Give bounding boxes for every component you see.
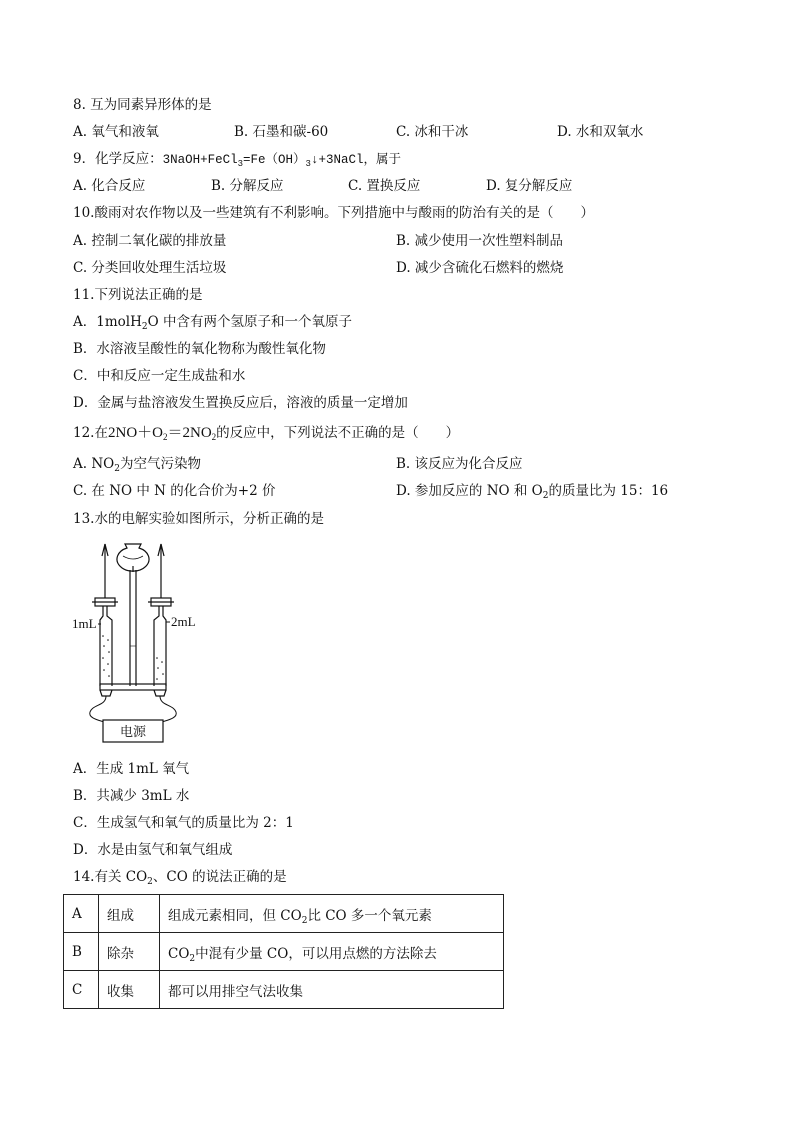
left-burette [92,544,118,686]
question-8-option-c: C. 冰和干冰 [396,124,469,140]
row-item: 组成 [99,895,160,933]
question-13-option-b: B．共减少 3mL 水 [73,788,190,804]
question-12-option-d: D. 参加反应的 NO 和 $O_2$的质量比为 15：16 [396,483,669,501]
question-13-option-a: A．生成 1mL 氧气 [73,761,190,777]
funnel-reservoir [117,544,149,572]
question-9-stem [73,150,401,169]
power-wires [90,696,177,722]
question-9-option-b: B. 分解反应 [211,178,284,194]
question-9-stem-prefix: 9．化学反应： [73,151,163,167]
bottom-connector [100,684,166,696]
question-10-option-d: D. 减少含硫化石燃料的燃烧 [396,260,564,276]
question-10-option-b: B. 减少使用一次性塑料制品 [396,233,564,249]
question-11-option-c: C．中和反应一定生成盐和水 [73,368,246,384]
question-9-equation: $3NaOH+FeCl_3=Fe(OH)_3↓+3NaCl$，属于 [162,153,401,169]
left-volume-label: 1mL [72,616,97,631]
question-12-equation: $2NO+O_2=2NO_2$ [107,425,217,442]
question-13-option-c: C．生成氢气和氧气的质量比为 2：1 [73,815,294,831]
question-13-stem: 13.水的电解实验如图所示，分析正确的是 [73,511,324,527]
row-statement: $CO_2$中混有少量 CO，可以用点燃的方法除去 [160,933,504,971]
question-12-stem: 12.在$2NO+O_2=2NO_2$的反应中，下列说法不正确的是（ ） [73,425,460,442]
question-14-table [63,894,504,1009]
table-row [64,933,504,971]
electrolysis-apparatus-figure [68,536,218,746]
row-letter: B [64,933,99,971]
row-statement: 组成元素相同，但 $CO_2$比 CO 多一个氧元素 [160,895,504,933]
question-8-stem: 8. 互为同素异形体的是 [73,97,212,113]
question-11-option-d: D．金属与盐溶液发生置换反应后，溶液的质量一定增加 [73,395,408,411]
question-12-option-c: C. 在 NO 中 N 的化合价为+2 价 [73,483,276,499]
question-11-option-a: A．1molH$_2$O 中含有两个氢原子和一个氧原子 [73,314,352,332]
question-9-option-c: C. 置换反应 [348,178,421,194]
row-item: 收集 [99,971,160,1009]
question-13-option-d: D．水是由氢气和氧气组成 [73,842,233,858]
question-10-option-c: C. 分类回收处理生活垃圾 [73,260,227,276]
question-14-stem: 14.有关 $CO_2$、CO 的说法正确的是 [73,869,287,887]
row-letter: A [64,895,99,933]
question-8-option-a: A. 氧气和液氧 [73,124,159,140]
table-row [64,895,504,933]
table-row [64,971,504,1009]
question-12-option-a: A. $NO_2$为空气污染物 [73,456,201,474]
question-9-option-d: D. 复分解反应 [486,178,573,194]
question-8-option-b: B. 石墨和碳-60 [234,124,329,140]
question-10-option-a: A. 控制二氧化碳的排放量 [73,233,227,249]
question-11-option-b: B．水溶液呈酸性的氧化物称为酸性氧化物 [73,341,326,357]
question-10-stem: 10.酸雨对农作物以及一些建筑有不利影响。下列措施中与酸雨的防治有关的是（ ） [73,205,594,221]
question-9-option-a: A. 化合反应 [73,178,146,194]
central-tube [130,570,136,686]
row-item: 除杂 [99,933,160,971]
question-8-option-d: D. 水和双氧水 [557,124,644,140]
question-12-option-b: B. 该反应为化合反应 [396,456,523,472]
question-11-stem: 11.下列说法正确的是 [73,287,203,303]
power-supply-label: 电源 [120,724,147,739]
row-letter: C [64,971,99,1009]
row-statement: 都可以用排空气法收集 [160,971,504,1009]
right-volume-label: 2mL [171,614,196,629]
